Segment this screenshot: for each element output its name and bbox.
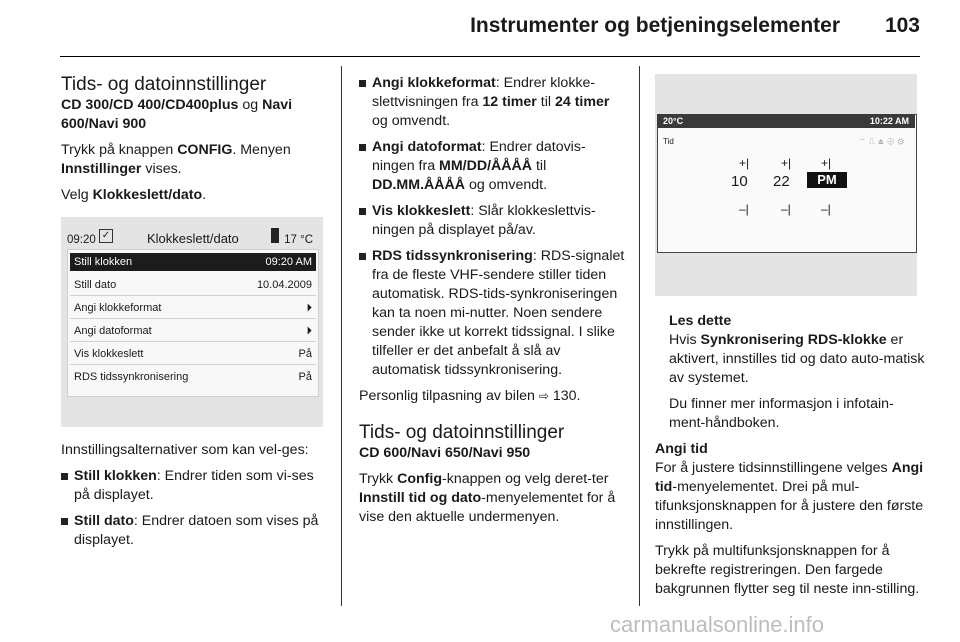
- bullet-vis-klokkeslett: Vis klokkeslett: Slår klokkeslettvis-ningen på displayet på/av.: [359, 202, 625, 240]
- column-divider-2: [639, 66, 640, 606]
- menu-row-rds: RDS tidssynkronisering På: [74, 371, 312, 383]
- screen-label: Tid: [663, 137, 674, 146]
- menu-row-still-dato: Still dato 10.04.2009: [70, 276, 316, 294]
- screen-menu: [67, 249, 319, 397]
- section-subheading-3: Angi tid: [655, 441, 708, 457]
- watermark-text: carmanualsonline.info: [610, 612, 825, 637]
- section-subheading-2: CD 600/Navi 650/Navi 950: [359, 445, 531, 461]
- header-rule: [60, 56, 920, 57]
- paragraph-options: Innstillingsalternativer som kan vel-ges:: [61, 442, 309, 458]
- header-title: Instrumenter og betjeningselementer: [470, 14, 840, 37]
- menu-row-vis-klokkeslett: Vis klokkeslett På: [70, 345, 316, 363]
- minus-icon: –|: [781, 202, 791, 216]
- menu-row-still-klokken: Still klokken 09:20 AM: [70, 253, 316, 271]
- clock-date-screen-image: [61, 217, 323, 427]
- plus-icon: +|: [781, 156, 792, 170]
- chevron-right-icon: ⏵: [306, 325, 312, 337]
- section-subheading-1: CD 300/CD 400/CD400plus og Navi 600/Navi 900: [61, 97, 293, 132]
- note-text-1: Hvis Synkronisering RDS-klokke er aktivert, innstilles tid og dato auto-matisk av systemet.: [669, 332, 925, 386]
- section-heading-2: Tids- og datoinnstillinger: [359, 422, 565, 443]
- arrow-right-icon: ⇨: [538, 389, 549, 403]
- minute-value: 22: [773, 173, 790, 190]
- screen-status-bar: 20°C 10:22 AM: [657, 114, 915, 128]
- paragraph-personalization: Personlig tilpasning av bilen ⇨ 130.: [359, 388, 581, 404]
- note-title: Les dette: [669, 313, 732, 329]
- note-text-2: Du finner mer informasjon i infotain-ment-håndboken.: [669, 396, 894, 431]
- column-3: [655, 74, 925, 606]
- screen-temp: 17 °C: [284, 234, 313, 246]
- chevron-right-icon: ⏵: [306, 302, 312, 314]
- paragraph-confirm: Trykk på multifunksjonsknappen for å bekrefte registreringen. Den fargede bakgrunnen flytter seg til neste inn-stilling.: [655, 543, 920, 597]
- section-heading-1: Tids- og datoinnstillinger: [61, 74, 267, 95]
- bullet-rds: RDS tidssynkronisering: RDS-signalet fra de fleste VHF-sendere stiller tiden automatisk. RDS-tids-synkroniseringen kan ta noen mi-nutter. Noen sendere sender ikke ut korrekt tidssignal. I slike tilfeller er det anbefalt å slå av automatisk tidssynkronisering.: [359, 247, 625, 380]
- fuel-icon: [271, 228, 279, 243]
- status-icons: ⌔⎍⏏⊕⚙: [858, 137, 907, 146]
- plus-icon: +|: [821, 156, 832, 170]
- bullet-datoformat: Angi datoformat: Endrer datovis-ningen fra MM/DD/ÅÅÅÅ til DD.MM.ÅÅÅÅ og omvendt.: [359, 138, 625, 195]
- page-number: 103: [884, 14, 920, 37]
- note-box: [655, 312, 925, 433]
- paragraph-select: Velg Klokkeslett/dato.: [61, 187, 207, 203]
- column-divider-1: [341, 66, 342, 606]
- column-1: [61, 74, 329, 557]
- paragraph-config-2: Trykk Config-knappen og velg deret-ter Innstill tid og dato-menyelementet for å vise den aktuelle undermenyen.: [359, 471, 616, 525]
- plus-icon: +|: [739, 156, 750, 170]
- minus-icon: –|: [739, 202, 749, 216]
- bullet-still-klokken: Still klokken: Endrer tiden som vi-ses på displayet.: [61, 467, 329, 505]
- paragraph-config: Trykk på knappen CONFIG. Menyen Innstillinger vises.: [61, 142, 291, 177]
- menu-row-klokkeformat: Angi klokkeformat ⏵: [70, 299, 316, 317]
- screen-status-bar: [67, 227, 317, 247]
- bullet-klokkeformat: Angi klokkeformat: Endrer klokke-slettvisningen fra 12 timer til 24 timer og omvendt.: [359, 74, 625, 131]
- bullet-still-dato: Still dato: Endrer datoen som vises på displayet.: [61, 512, 329, 550]
- ampm-value: PM: [807, 172, 847, 188]
- column-2: [359, 74, 625, 534]
- menu-row-datoformat: Angi datoformat ⏵: [70, 322, 316, 340]
- page-header: [0, 0, 960, 58]
- time-setting-screen-image: [655, 74, 917, 296]
- minus-icon: –|: [821, 202, 831, 216]
- hour-value: 10: [731, 173, 748, 190]
- paragraph-angi-tid: For å justere tidsinnstillingene velges Angi tid-menyelementet. Drei på mul-tifunksjonsknappen for å justere den første innstillingen.: [655, 460, 924, 533]
- screen-title: Klokkeslett/dato: [147, 231, 239, 246]
- check-icon: ✓: [99, 229, 113, 243]
- screen-time: 09:20: [67, 234, 96, 246]
